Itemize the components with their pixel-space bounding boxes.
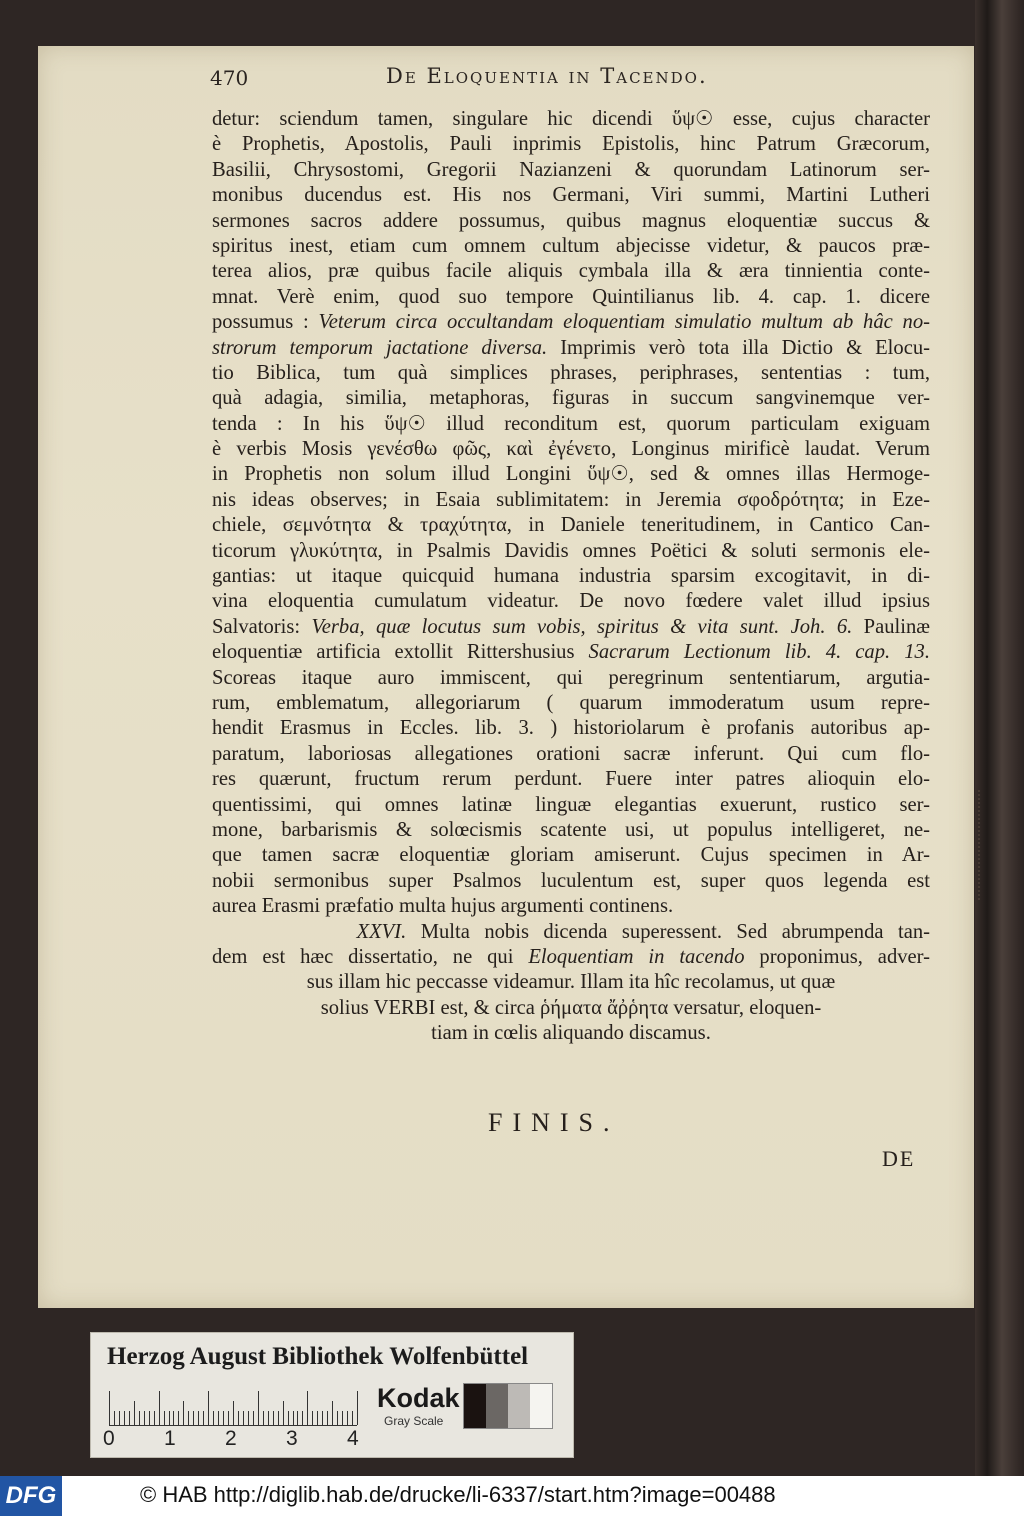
dfg-logo: DFG [0,1476,62,1516]
ruler-tick [273,1411,274,1425]
ruler-tick [114,1411,115,1425]
book-edge [975,0,1024,1476]
text-line: terea alios, præ quibus facile aliquis cymbala illa & æra tinnientia conte- [212,260,930,283]
text-line: chiele, σεμνότητα & τραχύτητα, in Daniele teneritudinem, in Cantico Can- [212,514,930,537]
ruler-tick [302,1411,303,1425]
ruler-tick [164,1411,165,1425]
quintilian-quote-end: strorum temporum jactatione diversa. [212,336,548,359]
text-line: Scoreas itaque auro immiscent, qui peregrinum sententiarum, argutia- [212,666,930,689]
ruler-label: 3 [286,1427,298,1450]
ruler-tick [218,1411,219,1425]
gray-patch [464,1384,486,1428]
ruler-tick [183,1401,184,1425]
ruler-tick [258,1391,259,1425]
ruler-tick [263,1411,264,1425]
footer-bar [0,1476,1024,1516]
section-number: XXVI. [356,920,407,943]
ruler-tick [198,1411,199,1425]
text-line: aurea Erasmi præfatio multa hujus argumenti continens. [212,895,674,918]
ruler-tick [332,1401,333,1425]
text-line: mone, barbarismis & solœcismis scatente usi, ut populus intelligeret, ne- [212,818,930,841]
color-reference-card [90,1332,574,1458]
title-phrase: Eloquentiam in tacendo [528,945,745,968]
text-line: vina eloquentia cumulatum videatur. De novo fœdere valet illud ipsius [212,590,930,613]
ruler-scale [109,1389,357,1426]
gray-patch [486,1384,508,1428]
text-line [212,310,930,335]
page-number: 470 [210,66,249,90]
text-line: hendit Erasmus in Eccles. lib. 3. ) historiolarum è profanis autoribus ap- [212,717,930,740]
text-line: tenda : In his ὕψ☉ illud reconditum est, quorum particulam exiguam [212,412,930,435]
ruler-tick [243,1411,244,1425]
body-text [212,107,930,1046]
ruler-tick [119,1411,120,1425]
text-segment: dem est hæc dissertatio, ne qui [212,945,514,968]
kodak-logo: Kodak [377,1383,460,1413]
text-line: spiritus inest, etiam cum omnem cultum abjecisse videtur, & paucos præ- [212,234,930,257]
text-line-tapered: solius VERBI est, & circa ῥήματα ἄῤῥητα versatur, eloquen- [320,996,822,1019]
ruler-tick [347,1411,348,1425]
ruler-tick [193,1411,194,1425]
ruler-tick [149,1411,150,1425]
ruler-tick [203,1411,204,1425]
ruler-tick [317,1411,318,1425]
ruler-tick [248,1411,249,1425]
ruler-tick [134,1401,135,1425]
ruler-tick [283,1401,284,1425]
text-line: è verbis Mosis γενέσθω φῶς, καὶ ἐγένετο, Longinus mirificè laudat. Verum [212,438,930,461]
text-line: tio Biblica, tum quà simplices phrases, periphrases, sententias : tum, [212,361,930,384]
text-segment: Imprimis verò tota illa Dictio & Elocu- [560,336,930,359]
ruler-tick [178,1411,179,1425]
library-name: Herzog August Bibliothek Wolfenbüttel [107,1343,529,1370]
ruler-tick [159,1391,160,1425]
text-line: quentissimi, qui omnes latinæ linguæ elegantias exuerunt, rustico ser- [212,793,930,816]
ruler-tick [293,1411,294,1425]
kodak-subtitle: Gray Scale [384,1414,444,1428]
ruler-labels [103,1427,363,1451]
ruler-tick [228,1411,229,1425]
ruler-tick [342,1411,343,1425]
ruler-tick [144,1411,145,1425]
text-line: nis ideas observes; in Esaia sublimitatem: in Jeremia σφοδρότητα; in Eze- [212,488,930,511]
ruler-tick [173,1411,174,1425]
text-line: sermones sacros addere possumus, quibus magnus eloquentiæ succus & [212,209,930,232]
ruler-tick [352,1411,353,1425]
ruler-tick [124,1411,125,1425]
text-segment: Multa nobis dicenda superessent. Sed abrumpenda tan- [420,920,930,943]
text-line: in Prophetis non solum illud Longini ὕψ☉, sed & omnes illas Hermoge- [212,463,930,486]
text-line: è Prophetis, Apostolis, Pauli inprimis Epistolis, hinc Patrum Græcorum, [212,133,930,156]
ruler-tick [154,1411,155,1425]
quintilian-quote: Veterum circa occultandam eloquentiam simulatio multum ab hâc no- [318,311,930,334]
text-line: monibus ducendus est. His nos Germani, Viri summi, Martini Lutheri [212,184,930,207]
ruler-tick [139,1411,140,1425]
ruler-tick [129,1411,130,1425]
text-line-tapered: tiam in cœlis aliquando discamus. [431,1022,711,1045]
ruler-tick [337,1411,338,1425]
text-line: res quærunt, fructum rerum perdunt. Fuere inter patres alioquin elo- [212,768,930,791]
ruler-tick [213,1411,214,1425]
catchword: DE [882,1146,916,1171]
text-line: paratum, laboriosas allegationes orationi sacræ inferunt. Qui cum flo- [212,742,930,765]
ruler-tick [188,1411,189,1425]
text-segment: Salvatoris: [212,615,301,638]
ruler-tick [208,1391,209,1425]
text-line: nobii sermonibus super Psalmos luculentum est, super quos legenda est [212,869,930,892]
text-segment: Paulinæ [863,615,930,638]
text-line [212,945,930,970]
ruler-tick [169,1411,170,1425]
text-line: ticorum γλυκύτητα, in Psalmis Davidis omnes Poëtici & soluti sermonis ele- [212,539,930,562]
text-segment: possumus : [212,311,309,334]
ruler-tick [327,1411,328,1425]
ruler-label: 4 [347,1427,359,1450]
ruler-tick [297,1411,298,1425]
ruler-label: 1 [164,1427,176,1450]
text-line: gantias: ut itaque quicquid humana industria sparsim excogitavit, in di- [212,565,930,588]
ruler-tick [278,1411,279,1425]
text-line-tapered: sus illam hic peccasse videamur. Illam ita hîc recolamus, ut quæ [306,971,836,994]
text-line: que tamen sacræ eloquentiæ gloriam amiserunt. Cujus specimen in Ar- [212,844,930,867]
text-segment: proponimus, adver- [759,945,930,968]
ruler-tick [288,1411,289,1425]
text-line [212,336,930,361]
page-header [210,66,774,100]
ruler-tick [312,1411,313,1425]
ruler-tick [253,1411,254,1425]
copyright-link[interactable]: © HAB http://diglib.hab.de/drucke/li-6337/start.htm?image=00488 [140,1482,776,1507]
ruler-tick [357,1391,358,1425]
running-title: De Eloquentia in Tacendo. [386,64,708,88]
ruler-tick [223,1411,224,1425]
section-xxvi-start [212,920,930,945]
ruler-tick [233,1401,234,1425]
ruler-label: 2 [225,1427,237,1450]
text-line: quà adagia, similia, metaphoras, figuras in succum sangvinemque ver- [212,387,930,410]
text-line [212,615,930,640]
show-through-marks [978,790,1000,900]
ruler-tick [238,1411,239,1425]
finis-label: FINIS. [488,1108,620,1137]
text-line: mnat. Verè enim, quod suo tempore Quintilianus lib. 4. cap. 1. dicere [212,285,930,308]
text-line [212,640,930,665]
ruler-tick [109,1391,110,1425]
text-line: detur: sciendum tamen, singulare hic dicendi ὕψ☉ esse, cujus character [212,108,930,130]
text-segment: eloquentiæ artificia extollit Rittershusius [212,641,575,664]
ruler-tick [322,1411,323,1425]
ruler-label: 0 [103,1427,115,1450]
gray-patch [530,1384,552,1428]
gray-patch [508,1384,530,1428]
text-line: Basilii, Chrysostomi, Gregorii Nazianzeni & quorundam Latinorum ser- [212,158,930,181]
citation: Sacrarum Lectionum lib. 4. cap. 13. [588,641,930,664]
text-line: rum, emblematum, allegoriarum ( quarum immoderatum usum repre- [212,691,930,714]
gray-scale-patches [463,1383,553,1429]
ruler-tick [307,1391,308,1425]
ruler-tick [268,1411,269,1425]
gospel-quote: Verba, quæ locutus sum vobis, spiritus & vita sunt. Joh. 6. [311,615,853,638]
